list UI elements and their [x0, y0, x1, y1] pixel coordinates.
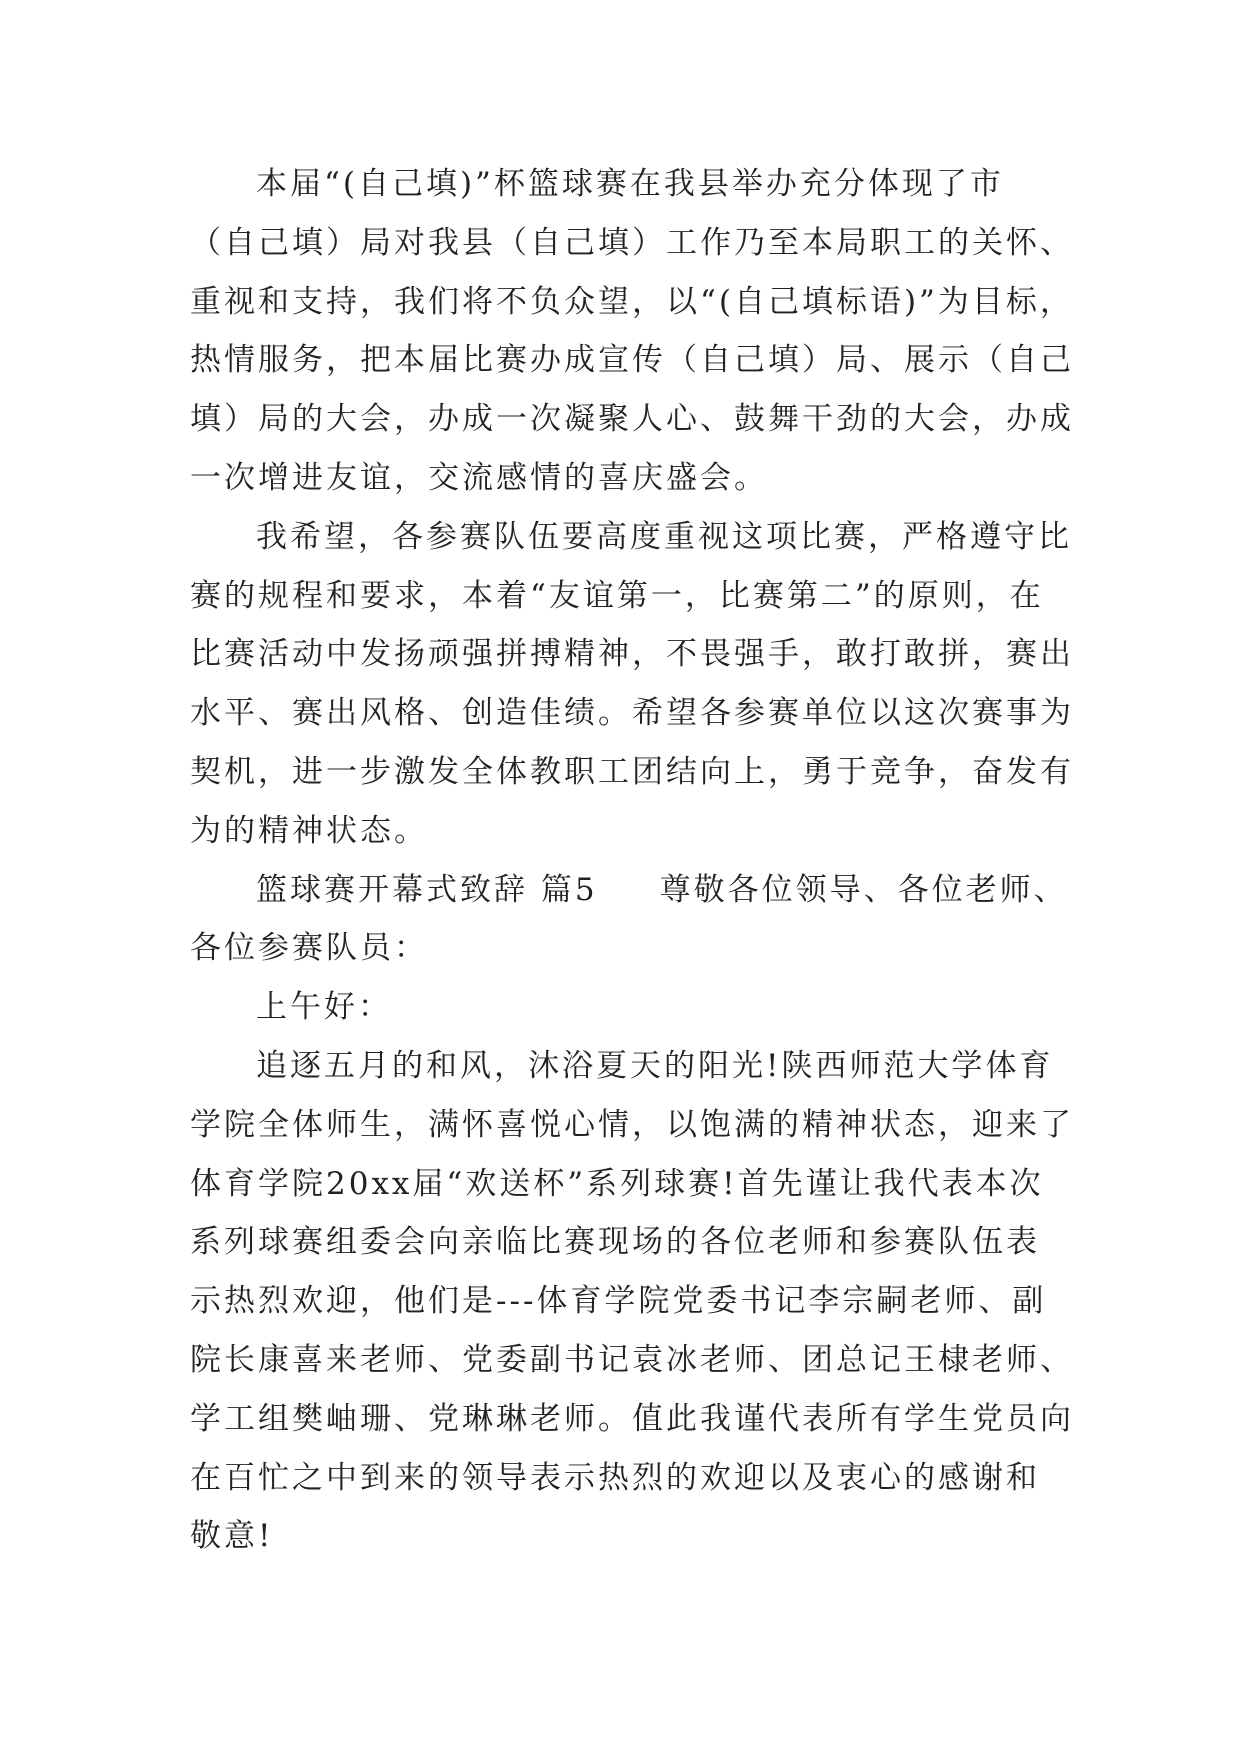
text-line: 院长康喜来老师、党委副书记袁冰老师、团总记王棣老师、: [190, 1341, 1074, 1378]
text-line: 学工组樊岫珊、党琳琳老师。值此我谨代表所有学生党员向: [190, 1400, 1074, 1437]
text-line: （自己填）局对我县（自己填）工作乃至本局职工的关怀、: [190, 224, 1074, 261]
text-line: 热情服务，把本届比赛办成宣传（自己填）局、展示（自己: [190, 342, 1074, 379]
paragraph-5: [190, 1037, 1074, 1566]
text-line: 重视和支持，我们将不负众望，以“(自己填标语)”为目标，: [190, 283, 1074, 320]
text-line: 一次增进友谊，交流感情的喜庆盛会。: [190, 459, 768, 496]
text-line: 学院全体师生，满怀喜悦心情，以饱满的精神状态，迎来了: [190, 1106, 1074, 1143]
text-line: 敬意!: [190, 1518, 274, 1555]
section-heading-line: [190, 861, 1068, 920]
section-heading: 篮球赛开幕式致辞 篇5: [256, 871, 598, 908]
paragraph-3: [190, 861, 1068, 979]
text-line: 在百忙之中到来的领导表示热烈的欢迎以及衷心的感谢和: [190, 1459, 1040, 1496]
text-line: 示热烈欢迎，他们是---体育学院党委书记李宗嗣老师、副: [190, 1283, 1047, 1320]
text-line: 为的精神状态。: [190, 812, 428, 849]
text-line: 填）局的大会，办成一次凝聚人心、鼓舞干劲的大会，办成: [190, 401, 1074, 438]
text-line: 体育学院20xx届“欢送杯”系列球赛!首先谨让我代表本次: [190, 1165, 1044, 1202]
text-line: 系列球赛组委会向亲临比赛现场的各位老师和参赛队伍表: [190, 1224, 1040, 1261]
text-line: 上午好：: [256, 989, 392, 1026]
text-line: 比赛活动中发扬顽强拼搏精神，不畏强手，敢打敢拼，赛出: [190, 636, 1074, 673]
document-body: [190, 155, 1074, 1566]
text-line: 尊敬各位领导、各位老师、: [659, 871, 1068, 908]
paragraph-2: [190, 508, 1074, 861]
text-line: 追逐五月的和风，沐浴夏天的阳光!陕西师范大学体育: [256, 1047, 1054, 1084]
text-line: 各位参赛队员：: [190, 930, 428, 967]
text-line: 契机，进一步激发全体教职工团结向上，勇于竞争，奋发有: [190, 753, 1074, 790]
text-line: 赛的规程和要求，本着“友谊第一，比赛第二”的原则，在: [190, 577, 1044, 614]
text-line: 本届“(自己填)”杯篮球赛在我县举办充分体现了市: [256, 166, 1004, 202]
text-line: 水平、赛出风格、创造佳绩。希望各参赛单位以这次赛事为: [190, 695, 1074, 732]
paragraph-4: [190, 978, 1050, 1037]
text-line: 我希望，各参赛队伍要高度重视这项比赛，严格遵守比: [256, 518, 1072, 555]
paragraph-1: [190, 155, 1074, 508]
